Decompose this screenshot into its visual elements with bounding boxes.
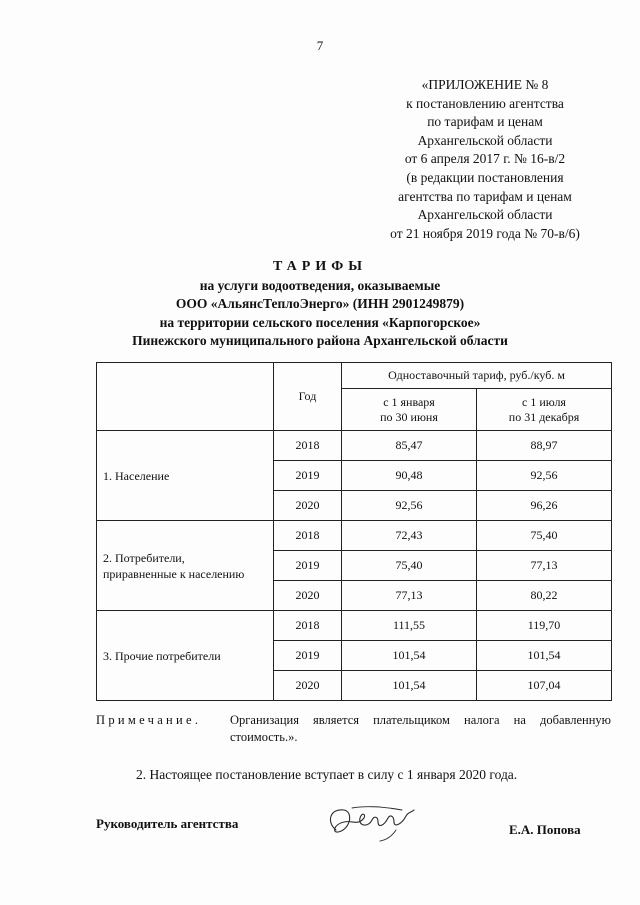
year-cell: 2020	[274, 491, 342, 521]
tariff-cell: 85,47	[342, 431, 477, 461]
category-cell	[97, 521, 274, 611]
tariff-cell: 92,56	[477, 461, 612, 491]
table-row	[97, 431, 612, 461]
year-cell: 2020	[274, 581, 342, 611]
title-line: Пинежского муниципального района Архангельской области	[132, 333, 508, 348]
appendix-line: Архангельской области	[417, 132, 553, 148]
year-cell: 2018	[274, 611, 342, 641]
tariff-cell: 75,40	[342, 551, 477, 581]
appendix-line: к постановлению агентства	[406, 95, 564, 111]
appendix-line: Архангельской области	[417, 207, 553, 223]
tariff-cell: 107,04	[477, 671, 612, 701]
appendix-line: (в редакции постановления	[406, 169, 564, 185]
category-cell	[97, 611, 274, 701]
tariff-cell: 119,70	[477, 611, 612, 641]
note-text: Организация является плательщиком налога на добавленную	[230, 713, 611, 727]
paragraph-effective-date: 2. Настоящее постановление вступает в силу с 1 января 2020 года.	[136, 767, 518, 782]
period-2-line: с 1 июля	[522, 394, 566, 409]
appendix-line: от 6 апреля 2017 г. № 16-в/2	[404, 151, 566, 167]
tariff-cell: 101,54	[342, 671, 477, 701]
tariff-cell: 90,48	[342, 461, 477, 491]
header-period-2	[477, 389, 612, 431]
title-line: ООО «АльянсТеплоЭнерго» (ИНН 2901249879)	[175, 296, 465, 311]
appendix-line: «ПРИЛОЖЕНИЕ № 8	[421, 77, 549, 92]
tariff-cell: 88,97	[477, 431, 612, 461]
document-title	[80, 258, 560, 351]
tariff-cell: 72,43	[342, 521, 477, 551]
page-number: 7	[316, 38, 324, 53]
handwritten-signature	[322, 800, 422, 844]
appendix-line: по тарифам и ценам	[427, 114, 543, 130]
category-label: приравненные к населению	[103, 566, 245, 581]
tariff-cell: 96,26	[477, 491, 612, 521]
header-empty-cell	[97, 363, 274, 431]
tariff-cell: 92,56	[342, 491, 477, 521]
title-heading: ТАРИФЫ	[273, 259, 367, 274]
tariff-cell: 77,13	[477, 551, 612, 581]
note-label: Примечание.	[96, 713, 202, 727]
header-period-1	[342, 389, 477, 431]
period-1-line: с 1 января	[383, 394, 435, 409]
table-row	[97, 521, 612, 551]
note-text: стоимость.».	[230, 729, 298, 744]
appendix-block	[360, 76, 610, 243]
period-1-line: по 30 июня	[380, 409, 438, 424]
category-label: 3. Прочие потребители	[103, 648, 221, 663]
tariff-cell: 101,54	[477, 641, 612, 671]
tariff-table	[96, 362, 612, 701]
tariff-cell: 80,22	[477, 581, 612, 611]
year-cell: 2018	[274, 431, 342, 461]
header-year: Год	[274, 363, 342, 431]
category-label: 2. Потребители,	[103, 550, 185, 565]
header-tariff: Одноставочный тариф, руб./куб. м	[342, 363, 612, 389]
title-line: на территории сельского поселения «Карпогорское»	[159, 314, 481, 330]
appendix-line: от 21 ноября 2019 года № 70-в/6)	[390, 225, 580, 241]
title-line: на услуги водоотведения, оказываемые	[199, 277, 441, 293]
tariff-cell: 101,54	[342, 641, 477, 671]
category-label: 1. Население	[103, 468, 170, 483]
signatory-name: Е.А. Попова	[509, 822, 581, 837]
period-2-line: по 31 декабря	[508, 409, 580, 424]
tariff-cell: 111,55	[342, 611, 477, 641]
tariff-cell: 77,13	[342, 581, 477, 611]
category-cell	[97, 431, 274, 521]
year-cell: 2019	[274, 641, 342, 671]
signatory-position: Руководитель агентства	[96, 816, 239, 831]
table-row	[97, 611, 612, 641]
tariff-cell: 75,40	[477, 521, 612, 551]
year-cell: 2019	[274, 551, 342, 581]
year-cell: 2019	[274, 461, 342, 491]
appendix-line: агентства по тарифам и ценам	[398, 188, 572, 204]
year-cell: 2020	[274, 671, 342, 701]
year-cell: 2018	[274, 521, 342, 551]
